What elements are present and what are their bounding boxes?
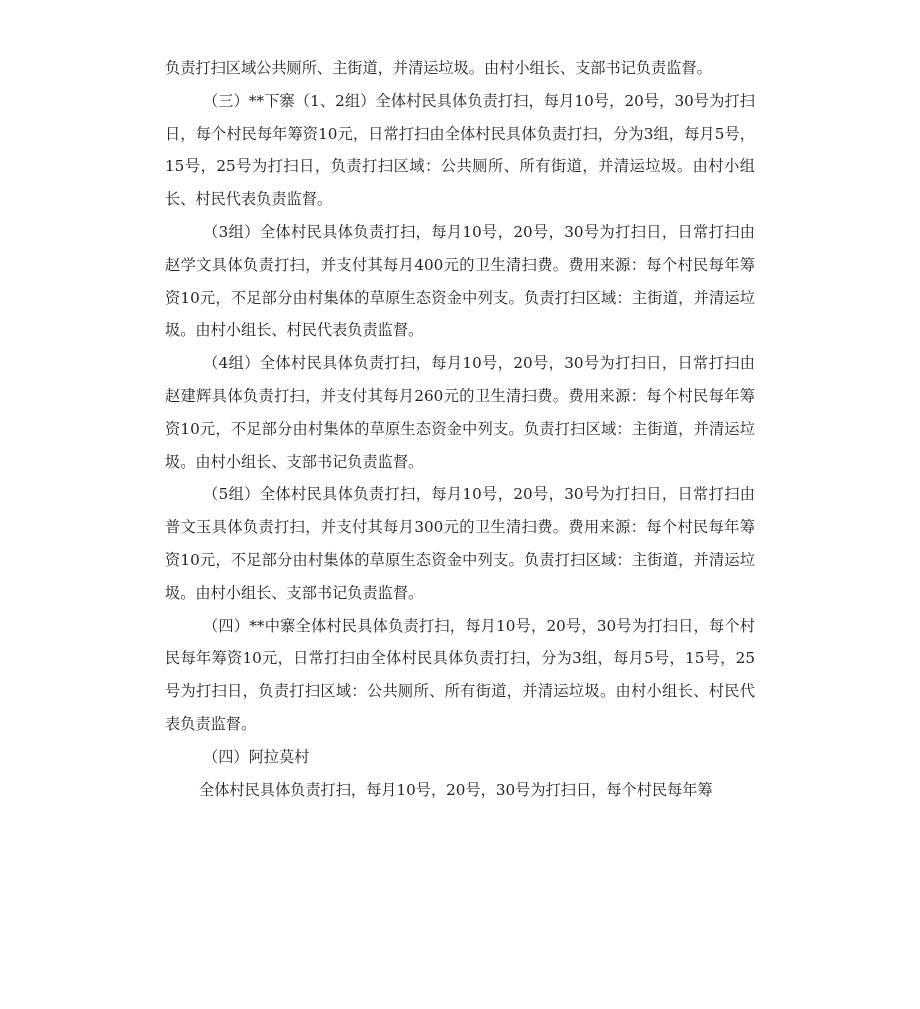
paragraph-continuation: 负责打扫区域公共厕所、主街道，并清运垃圾。由村小组长、支部书记负责监督。 — [165, 59, 712, 77]
paragraph-alamo-village: 全体村民具体负责打扫，每月10号，20号，30号为打扫日，每个村民每年筹 — [199, 780, 713, 799]
paragraph-zhongzhai: （四）**中寨全体村民具体负责打扫，每月10号，20号，30号为打扫日，每个村民每年筹资10元，日常打扫由全体村民具体负责打扫，分为3组，每月5号，15号，25号为打扫日，负责打扫区域：公共厕所、所有街道，并清运垃圾。由村小组长、村民代表负责监督。 — [165, 616, 755, 733]
section-heading-alamo-village: （四）阿拉莫村 — [203, 747, 310, 766]
paragraph-group-4: （4组）全体村民具体负责打扫，每月10号，20号，30号为打扫日，日常打扫由赵建辉具体负责打扫，并支付其每月260元的卫生清扫费。费用来源：每个村民每年筹资10元，不足部分由村集体的草原生态资金中列支。负责打扫区域：主街道，并清运垃圾。由村小组长、支部书记负责监督。 — [165, 354, 755, 471]
document-page — [165, 52, 755, 806]
paragraph-group-5: （5组）全体村民具体负责打扫，每月10号，20号，30号为打扫日，日常打扫由普文玉具体负责打扫，并支付其每月300元的卫生清扫费。费用来源：每个村民每年筹资10元，不足部分由村集体的草原生态资金中列支。负责打扫区域：主街道，并清运垃圾。由村小组长、支部书记负责监督。 — [165, 485, 755, 602]
paragraph-group-3: （3组）全体村民具体负责打扫，每月10号，20号，30号为打扫日，日常打扫由赵学文具体负责打扫，并支付其每月400元的卫生清扫费。费用来源：每个村民每年筹资10元，不足部分由村集体的草原生态资金中列支。负责打扫区域：主街道，并清运垃圾。由村小组长、村民代表负责监督。 — [165, 222, 755, 340]
paragraph-xiazhai-groups-1-2: （三）**下寨（1、2组）全体村民具体负责打扫，每月10号，20号，30号为打扫日，每个村民每年筹资10元，日常打扫由全体村民具体负责打扫，分为3组，每月5号，15号，25号为打扫日，负责打扫区域：公共厕所、所有街道，并清运垃圾。由村小组长、村民代表负责监督。 — [165, 91, 755, 209]
